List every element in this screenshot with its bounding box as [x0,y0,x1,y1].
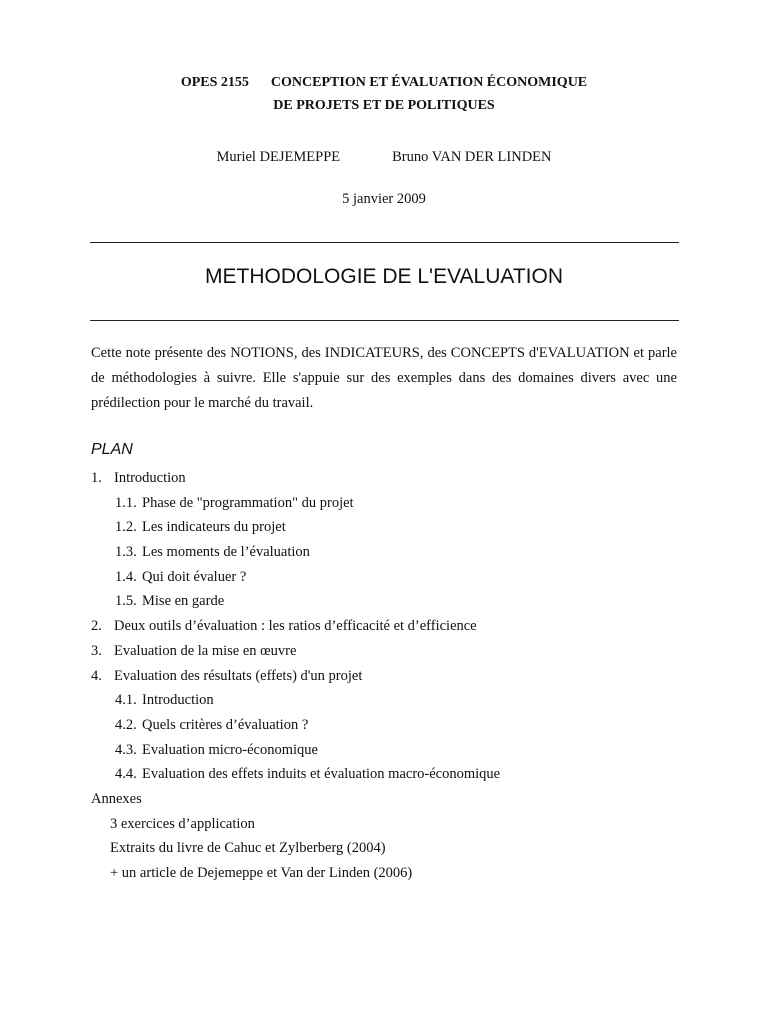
course-title-line1: CONCEPTION ET ÉVALUATION ÉCONOMIQUE [270,75,588,90]
toc-subitem: 1.3. Les moments de l’évaluation [115,544,310,561]
intro-paragraph: Cette note présente des NOTIONS, des INDICATEURS, des CONCEPTS d'EVALUATION et parle de méthodologies à suivre. Elle s'appuie sur des exemples dans des domaines divers avec une prédilection pour le marché du travail. [91,345,677,411]
annex-item: + un article de Dejemeppe et Van der Linden (2006) [110,865,413,881]
course-header-line1 [0,73,768,93]
authors [0,149,768,166]
toc-subitem: 1.4. Qui doit évaluer ? [115,568,247,585]
annex-item: 3 exercices d’application [110,815,255,832]
course-code: OPES 2155 [180,75,249,90]
toc-subitem: 1.5. Mise en garde [115,593,225,610]
author-1: Muriel DEJEMEPPE [216,149,341,165]
plan-heading: PLAN [91,441,133,458]
course-title-line2: DE PROJETS ET DE POLITIQUES [273,98,495,113]
annex-item: Extraits du livre de Cahuc et Zylberberg (2004) [110,840,386,857]
annex-heading: Annexes [91,790,142,807]
document-date: 5 janvier 2009 [342,191,426,207]
table-of-contents [91,466,500,886]
top-rule [90,242,679,243]
toc-subitem: 1.1. Phase de "programmation" du projet [115,494,354,511]
toc-item: 2. Deux outils d’évaluation : les ratios d’efficacité et d’efficience [91,618,477,635]
toc-item: 4. Evaluation des résultats (effets) d'un projet [91,667,363,684]
toc-subitem: 4.4. Evaluation des effets induits et évaluation macro-économique [115,766,501,783]
toc-subitem: 4.1. Introduction [115,692,214,709]
bottom-rule [90,320,679,321]
toc-item: 1. Introduction [91,470,186,486]
toc-subitem: 4.3. Evaluation micro-économique [115,741,318,758]
toc-subitem: 4.2. Quels critères d’évaluation ? [115,716,309,733]
author-2: Bruno VAN DER LINDEN [392,149,552,165]
document-title: METHODOLOGIE DE L'EVALUATION [205,265,563,288]
toc-subitem: 1.2. Les indicateurs du projet [115,519,286,536]
toc-item: 3. Evaluation de la mise en œuvre [91,642,297,659]
